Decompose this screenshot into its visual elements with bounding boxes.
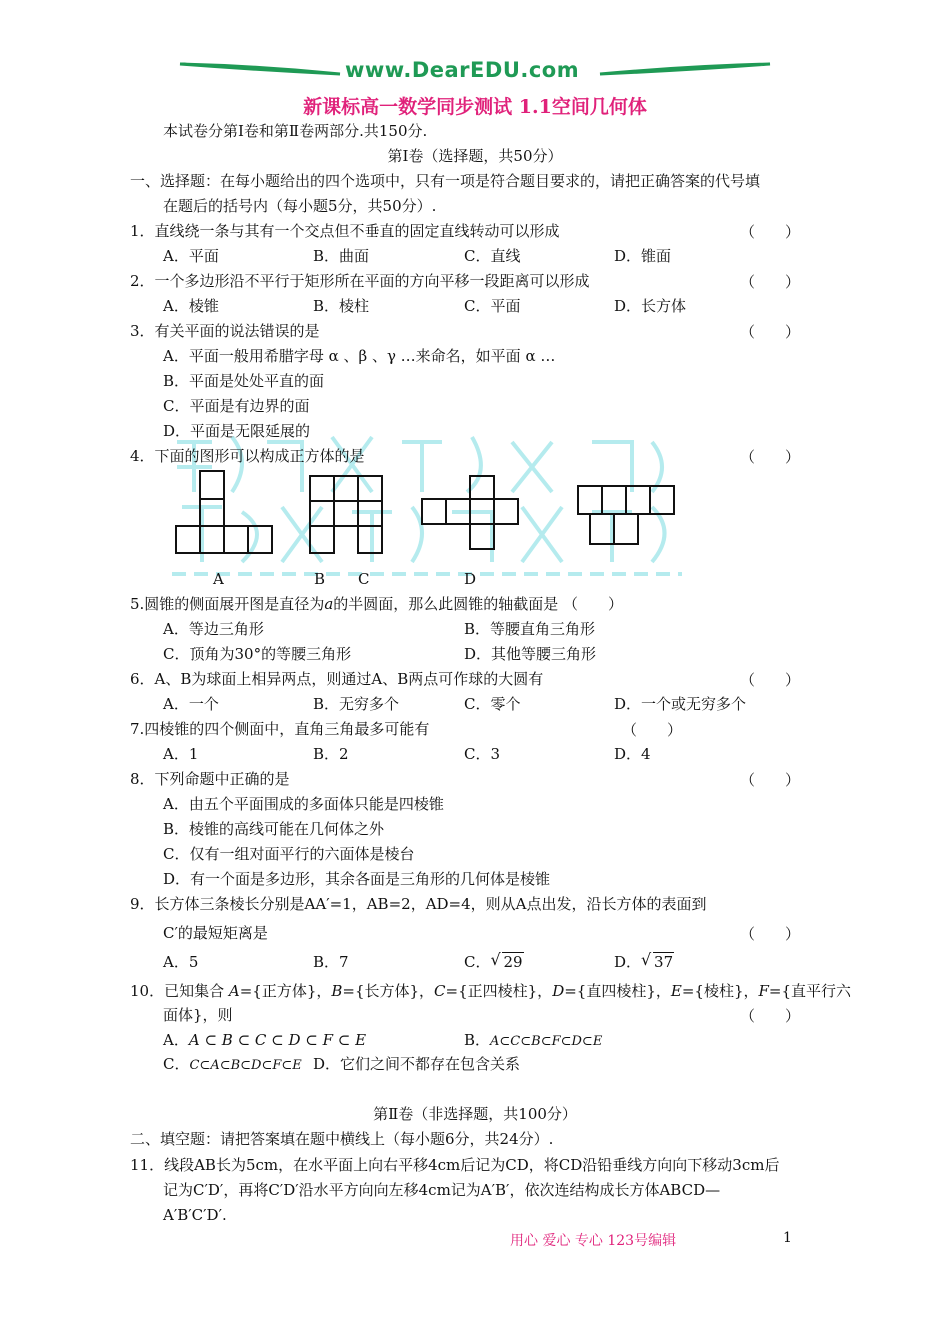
q1-stem: 1．直线绕一条与其有一个交点但不垂直的固定直线转动可以形成 <box>130 222 560 240</box>
intro-text: 本试卷分第Ⅰ卷和第Ⅱ卷两部分.共150分. <box>163 122 428 140</box>
set-name-b: B <box>331 982 343 1000</box>
q3-option-b: B．平面是处处平直的面 <box>163 372 325 390</box>
q10-option-d: D．它们之间不都存在包含关系 <box>313 1055 521 1073</box>
sqrt-symbol: √ 37 <box>641 950 674 971</box>
q9-option-c-label: C． <box>464 953 491 971</box>
q9-option-d-label: D． <box>614 953 642 971</box>
q1-option-a: A．平面 <box>163 247 219 265</box>
q3-option-d: D．平面是无限延展的 <box>163 422 311 440</box>
q1-option-c: C．直线 <box>464 247 521 265</box>
q8-stem: 8．下列命题中正确的是 <box>130 770 290 788</box>
q5-option-b: B．等腰直角三角形 <box>464 620 596 638</box>
q10-option-b-chain: A⊂C⊂B⊂F⊂D⊂E <box>490 1034 603 1049</box>
q10-stem-head: 10．已知集合 <box>130 982 229 1000</box>
q7-option-d: D．4 <box>614 745 651 763</box>
q1-option-d: D．锥面 <box>614 247 672 265</box>
q8-option-c: C．仅有一组对面平行的六面体是棱台 <box>163 845 415 863</box>
q6-stem: 6．A、B为球面上相异两点，则通过A、B两点可作球的大圆有 <box>130 670 544 688</box>
q5-stem-variable: a <box>324 595 334 613</box>
q4-label-d: D <box>464 570 477 588</box>
set-def-b: ={长方体}， <box>342 982 435 1000</box>
q11-line3: A′B′C′D′. <box>163 1206 227 1224</box>
q11-line1: 11．线段AB长为5cm，在水平面上向右平移4cm后记为CD，将CD沿铅垂线方向向下移动3cm后 <box>130 1156 780 1174</box>
set-name-a: A <box>228 982 240 1000</box>
set-def-e: ={棱柱}， <box>681 982 759 1000</box>
q10-option-a-label: A． <box>163 1031 189 1049</box>
q4-label-b: B <box>314 570 326 588</box>
q9-option-a: A．5 <box>163 953 199 971</box>
q11-line2: 记为C′D′，再将C′D′沿水平方向向左移4cm记为A′B′，依次连结构成长方体ABCD— <box>163 1181 721 1199</box>
q1-option-b: B．曲面 <box>313 247 370 265</box>
q3-option-a: A．平面一般用希腊字母 α 、β 、γ …来命名，如平面 α … <box>163 347 556 365</box>
q5-stem <box>130 594 623 614</box>
q2-option-a: A．棱锥 <box>163 297 219 315</box>
q3-option-c: C．平面是有边界的面 <box>163 397 310 415</box>
q10-option-b <box>464 1030 602 1052</box>
q9-option-b: B．7 <box>313 953 349 971</box>
q9-option-d-radicand: 37 <box>654 953 674 971</box>
q2-option-c: C．平面 <box>464 297 521 315</box>
section2-instruction: 二、填空题：请把答案填在题中横线上（每小题6分，共24分）. <box>130 1130 554 1148</box>
cube-net-a <box>176 471 272 553</box>
q10-answer-paren: （ ） <box>740 1007 801 1025</box>
sqrt-symbol: √ 29 <box>490 950 523 971</box>
q5-stem-head: 5.圆锥的侧面展开图是直径为 <box>130 595 325 613</box>
q5-option-a: A．等边三角形 <box>163 620 264 638</box>
q10-stem-line2: 面体}，则 <box>163 1006 233 1024</box>
q4-stem: 4．下面的图形可以构成正方体的是 <box>130 447 365 465</box>
part2-heading: 第Ⅱ卷（非选择题，共100分） <box>373 1105 577 1123</box>
q3-stem: 3．有关平面的说法错误的是 <box>130 322 320 340</box>
q5-option-d: D．其他等腰三角形 <box>464 645 597 663</box>
part1-heading: 第Ⅰ卷（选择题，共50分） <box>387 147 563 165</box>
set-name-c: C <box>434 982 446 1000</box>
set-name-d: D <box>552 982 565 1000</box>
q7-answer-paren: （ ） <box>622 721 683 739</box>
q5-stem-tail: 的半圆面，那么此圆锥的轴截面是 （ ） <box>333 595 624 613</box>
footer-text: 用心 爱心 专心 123号编辑 <box>510 1233 677 1249</box>
q9-option-c-radicand: 29 <box>503 953 523 971</box>
q9-stem: 9．长方体三条棱长分别是AA′=1，AB=2，AD=4，则从A点出发，沿长方体的表面到 <box>130 895 707 913</box>
q10-option-c-chain: C⊂A⊂B⊂D⊂F⊂E <box>189 1058 302 1073</box>
section1-instruction-line2: 在题后的括号内（每小题5分，共50分）. <box>163 197 437 215</box>
q6-option-a: A．一个 <box>163 695 219 713</box>
q7-option-b: B．2 <box>313 745 349 763</box>
cube-net-b <box>310 476 334 553</box>
q9-option-c <box>464 952 524 972</box>
q8-option-d: D．有一个面是多边形，其余各面是三角形的几何体是棱锥 <box>163 870 551 888</box>
q2-option-d: D．长方体 <box>614 297 687 315</box>
q8-option-a: A．由五个平面围成的多面体只能是四棱锥 <box>163 795 444 813</box>
brand-logo-text: www.DearEDU.com <box>345 58 580 82</box>
q10-option-c-label: C． <box>163 1055 190 1073</box>
q3-answer-paren: （ ） <box>740 323 801 341</box>
q5-option-c: C．顶角为30°的等腰三角形 <box>163 645 352 663</box>
cube-net-figures <box>170 466 680 556</box>
cube-net-d <box>422 476 518 549</box>
set-name-f: F <box>758 982 769 1000</box>
q10-option-b-label: B． <box>464 1031 491 1049</box>
brand-banner <box>0 58 950 88</box>
q7-stem: 7.四棱锥的四个侧面中，直角三角最多可能有 <box>130 720 430 738</box>
q6-option-b: B．无穷多个 <box>313 695 400 713</box>
q7-option-c: C．3 <box>464 745 501 763</box>
q6-option-d: D．一个或无穷多个 <box>614 695 747 713</box>
q4-label-a: A <box>213 570 224 588</box>
q9-answer-paren: （ ） <box>740 925 801 943</box>
q2-answer-paren: （ ） <box>740 273 801 291</box>
q10-stem <box>130 981 851 1001</box>
cube-net-c <box>334 476 382 553</box>
set-def-f: ={直平行六 <box>768 982 852 1000</box>
q10-option-c <box>163 1054 302 1076</box>
q6-option-c: C．零个 <box>464 695 521 713</box>
set-def-d: ={直四棱柱}， <box>564 982 671 1000</box>
q4-answer-paren: （ ） <box>740 448 801 466</box>
q2-option-b: B．棱柱 <box>313 297 370 315</box>
page-number: 1 <box>783 1230 792 1246</box>
q8-option-b: B．棱锥的高线可能在几何体之外 <box>163 820 385 838</box>
q6-answer-paren: （ ） <box>740 671 801 689</box>
set-name-e: E <box>670 982 682 1000</box>
q9-stem-line2: C′的最短矩离是 <box>163 924 268 942</box>
page-title: 新课标高一数学同步测试 1.1空间几何体 <box>303 96 647 118</box>
q9-option-d <box>614 952 674 972</box>
q1-answer-paren: （ ） <box>740 223 801 241</box>
q10-option-a-chain: A ⊂ B ⊂ C ⊂ D ⊂ F ⊂ E <box>188 1031 367 1049</box>
set-def-a: ={正方体}， <box>239 982 332 1000</box>
q2-stem: 2．一个多边形沿不平行于矩形所在平面的方向平移一段距离可以形成 <box>130 272 590 290</box>
cube-net-extra <box>578 486 674 544</box>
q8-answer-paren: （ ） <box>740 771 801 789</box>
set-def-c: ={正四棱柱}， <box>445 982 553 1000</box>
q7-option-a: A．1 <box>163 745 199 763</box>
section1-instruction-line1: 一、选择题：在每小题给出的四个选项中，只有一项是符合题目要求的，请把正确答案的代号填 <box>130 172 761 190</box>
q4-label-c: C <box>358 570 370 588</box>
q10-option-a <box>163 1030 366 1050</box>
